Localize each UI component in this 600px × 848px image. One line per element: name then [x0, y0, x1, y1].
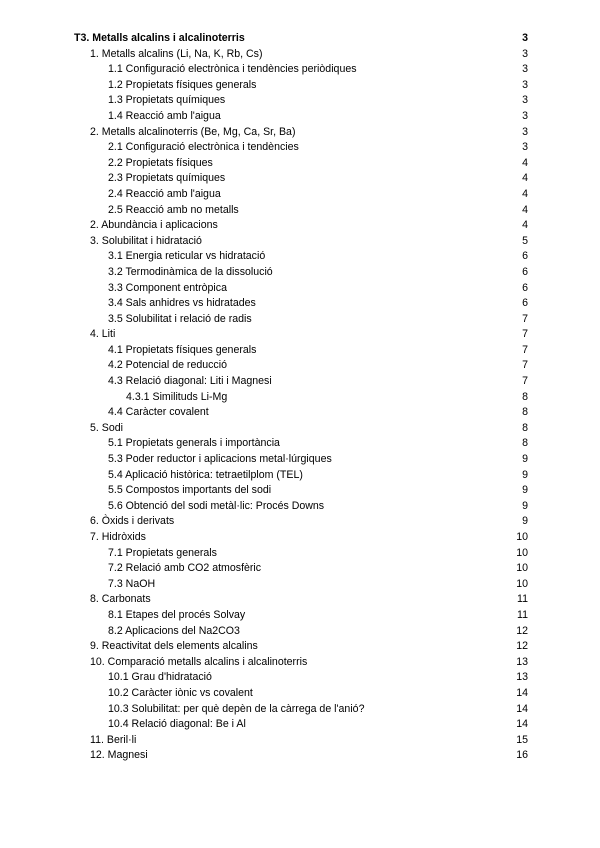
toc-entry[interactable]	[74, 62, 528, 78]
toc-entry[interactable]	[74, 327, 528, 343]
toc-entry-text: 4.3.1 Similituds Li-Mg	[126, 390, 228, 403]
toc-entry-text: 8.2 Aplicacions del Na2CO3	[108, 624, 240, 637]
toc-entry-text: 6. Òxids i derivats	[90, 515, 175, 528]
toc-entry-text: 3.2 Termodinàmica de la dissolució	[108, 265, 273, 278]
toc-entry-text: 7.2 Relació amb CO2 atmosfèric	[108, 562, 262, 575]
toc-entry-page: 6	[522, 297, 528, 310]
toc-entry-page: 6	[522, 281, 528, 294]
toc-entry-page: 16	[516, 749, 528, 762]
toc-entry-text: 8. Carbonats	[90, 593, 151, 606]
toc-entry-page: 7	[522, 312, 528, 325]
toc-entry-page: 8	[522, 421, 528, 434]
toc-title: T3. Metalls alcalins i alcalinoterris	[74, 32, 245, 44]
toc-entry[interactable]	[74, 421, 528, 437]
toc-entry-page: 4	[522, 156, 528, 169]
toc-entry-page: 8	[522, 390, 528, 403]
toc-entry-text: 1.3 Propietats químiques	[108, 94, 226, 107]
toc-entry[interactable]	[74, 733, 528, 749]
toc-entry-text: 5.4 Aplicació històrica: tetraetilplom (TEL)	[108, 468, 303, 481]
toc-entry[interactable]	[74, 140, 528, 156]
toc-entry-text: 5. Sodi	[90, 421, 123, 434]
toc-entry-page: 12	[516, 624, 528, 637]
toc-entry-page: 3	[522, 63, 528, 76]
toc-entry-page: 14	[516, 686, 528, 699]
toc-entry-text: 2. Abundància i aplicacions	[90, 219, 218, 232]
toc-entry[interactable]	[74, 358, 528, 374]
toc-entry-text: 2. Metalls alcalinoterris (Be, Mg, Ca, Sr, Ba)	[90, 125, 296, 138]
toc-entry-page: 7	[522, 359, 528, 372]
toc-entry[interactable]	[74, 234, 528, 250]
toc-entry[interactable]	[74, 608, 528, 624]
toc-entry-page: 9	[522, 484, 528, 497]
toc-entry-page: 3	[522, 141, 528, 154]
toc-entry-text: 7.3 NaOH	[108, 577, 156, 590]
toc-entry[interactable]	[74, 514, 528, 530]
toc-entry[interactable]	[74, 203, 528, 219]
toc-entry[interactable]	[74, 499, 528, 515]
toc-entry-page: 3	[522, 47, 528, 60]
toc-entry-text: 12. Magnesi	[90, 749, 148, 762]
toc-entry-page: 3	[522, 125, 528, 138]
toc-entry[interactable]	[74, 187, 528, 203]
toc-entry[interactable]	[74, 390, 528, 406]
toc-entry[interactable]	[74, 93, 528, 109]
toc-entry-page: 11	[517, 593, 528, 606]
toc-entry-text: 10.1 Grau d'hidratació	[108, 671, 212, 684]
toc-entry[interactable]	[74, 249, 528, 265]
toc-entry-page: 15	[516, 733, 528, 746]
toc-entry-page: 9	[522, 499, 528, 512]
toc-entry[interactable]	[74, 717, 528, 733]
toc-entry[interactable]	[74, 296, 528, 312]
toc-entry[interactable]	[74, 312, 528, 328]
toc-entry[interactable]	[74, 624, 528, 640]
toc-entry-text: 4. Liti	[90, 328, 116, 341]
toc-entry-text: 3.4 Sals anhidres vs hidratades	[108, 297, 256, 310]
toc-entry[interactable]	[74, 592, 528, 608]
toc-entry-text: 7.1 Propietats generals	[108, 546, 217, 559]
toc-entry[interactable]	[74, 577, 528, 593]
toc-entry-text: 1. Metalls alcalins (Li, Na, K, Rb, Cs)	[90, 47, 263, 60]
toc-entry[interactable]	[74, 171, 528, 187]
toc-entry-page: 4	[522, 219, 528, 232]
toc-entry-page: 7	[522, 328, 528, 341]
toc-entry[interactable]	[74, 281, 528, 297]
toc-entry-text: 1.2 Propietats físiques generals	[108, 78, 257, 91]
toc-entry[interactable]	[74, 78, 528, 94]
toc-entry-page: 5	[522, 234, 528, 247]
toc-entry-page: 9	[522, 453, 528, 466]
toc-entry[interactable]	[74, 452, 528, 468]
toc-entry-text: 10.3 Solubilitat: per què depèn de la càrrega de l'anió?	[108, 702, 365, 715]
toc-entry[interactable]	[74, 468, 528, 484]
table-of-contents	[74, 31, 528, 764]
toc-entry-page: 8	[522, 437, 528, 450]
toc-entry-page: 4	[522, 203, 528, 216]
toc-entry-text: 1.1 Configuració electrònica i tendències periòdiques	[108, 63, 357, 76]
toc-entry-page: 14	[516, 718, 528, 731]
toc-entry[interactable]	[74, 47, 528, 63]
toc-entry[interactable]	[74, 655, 528, 671]
toc-title-page: 3	[522, 32, 528, 44]
toc-entry-page: 13	[516, 671, 528, 684]
toc-entry[interactable]	[74, 483, 528, 499]
toc-title-row[interactable]	[74, 31, 528, 47]
toc-entry-page: 11	[517, 608, 528, 621]
toc-entry-page: 10	[516, 577, 528, 590]
toc-entry[interactable]	[74, 374, 528, 390]
toc-entry-page: 4	[522, 172, 528, 185]
toc-entry-text: 10. Comparació metalls alcalins i alcalinoterris	[90, 655, 308, 668]
toc-entry-text: 1.4 Reacció amb l'aigua	[108, 109, 221, 122]
toc-entry-text: 3.1 Energia reticular vs hidratació	[108, 250, 266, 263]
toc-entry-page: 10	[516, 531, 528, 543]
toc-entry[interactable]	[74, 639, 528, 655]
toc-entry-text: 4.3 Relació diagonal: Liti i Magnesi	[108, 375, 272, 388]
toc-entry[interactable]	[74, 561, 528, 577]
toc-entry-text: 2.5 Reacció amb no metalls	[108, 203, 239, 216]
toc-entry-page: 7	[522, 343, 528, 356]
toc-entry-page: 14	[516, 702, 528, 715]
toc-entry-page: 3	[522, 78, 528, 91]
toc-entry-page: 6	[522, 265, 528, 278]
toc-entry[interactable]	[74, 702, 528, 718]
toc-entry[interactable]	[74, 670, 528, 686]
toc-entry-page: 13	[516, 655, 528, 668]
toc-entry[interactable]	[74, 156, 528, 172]
toc-entry[interactable]	[74, 686, 528, 702]
toc-entry[interactable]	[74, 109, 528, 125]
toc-entry[interactable]	[74, 218, 528, 234]
toc-entry-text: 7. Hidròxids	[90, 531, 146, 543]
toc-entry-text: 5.5 Compostos importants del sodi	[108, 484, 272, 497]
toc-entry-page: 9	[522, 515, 528, 528]
toc-entry-text: 10.2 Caràcter iònic vs covalent	[108, 686, 253, 699]
toc-entry-text: 5.3 Poder reductor i aplicacions metal·lúrgiques	[108, 453, 332, 466]
toc-entry-page: 7	[522, 375, 528, 388]
toc-entry-page: 10	[516, 546, 528, 559]
toc-entry-page: 6	[522, 250, 528, 263]
toc-entry[interactable]	[74, 546, 528, 562]
toc-entry-page: 3	[522, 109, 528, 122]
toc-entry-text: 3.5 Solubilitat i relació de radis	[108, 312, 252, 325]
toc-entry[interactable]	[74, 265, 528, 281]
toc-entry-text: 4.1 Propietats físiques generals	[108, 343, 257, 356]
toc-entry[interactable]	[74, 530, 528, 546]
toc-entry-page: 8	[522, 406, 528, 419]
toc-entry-text: 8.1 Etapes del procés Solvay	[108, 608, 246, 621]
toc-entry-text: 5.1 Propietats generals i importància	[108, 437, 280, 450]
toc-entry-text: 2.3 Propietats químiques	[108, 172, 226, 185]
toc-entry[interactable]	[74, 343, 528, 359]
toc-entry-page: 10	[516, 562, 528, 575]
toc-entry-page: 12	[516, 640, 528, 653]
toc-entry[interactable]	[74, 125, 528, 141]
toc-entry-text: 10.4 Relació diagonal: Be i Al	[108, 718, 246, 731]
toc-entry[interactable]	[74, 405, 528, 421]
toc-entry-text: 2.1 Configuració electrònica i tendències	[108, 141, 299, 154]
toc-entry[interactable]	[74, 748, 528, 764]
toc-entry-page: 3	[522, 94, 528, 107]
toc-entry-text: 3. Solubilitat i hidratació	[90, 234, 202, 247]
toc-entry[interactable]	[74, 436, 528, 452]
toc-entry-text: 4.4 Caràcter covalent	[108, 406, 209, 419]
toc-entry-text: 9. Reactivitat dels elements alcalins	[90, 640, 258, 653]
toc-entry-text: 2.4 Reacció amb l'aigua	[108, 187, 221, 200]
toc-entry-text: 3.3 Component entròpica	[108, 281, 227, 294]
toc-entry-text: 5.6 Obtenció del sodi metàl·lic: Procés Downs	[108, 499, 325, 512]
toc-entry-page: 4	[522, 187, 528, 200]
toc-entry-page: 9	[522, 468, 528, 481]
toc-entry-text: 4.2 Potencial de reducció	[108, 359, 227, 372]
toc-entry-text: 11. Beril·li	[90, 733, 137, 746]
toc-entry-text: 2.2 Propietats físiques	[108, 156, 213, 169]
